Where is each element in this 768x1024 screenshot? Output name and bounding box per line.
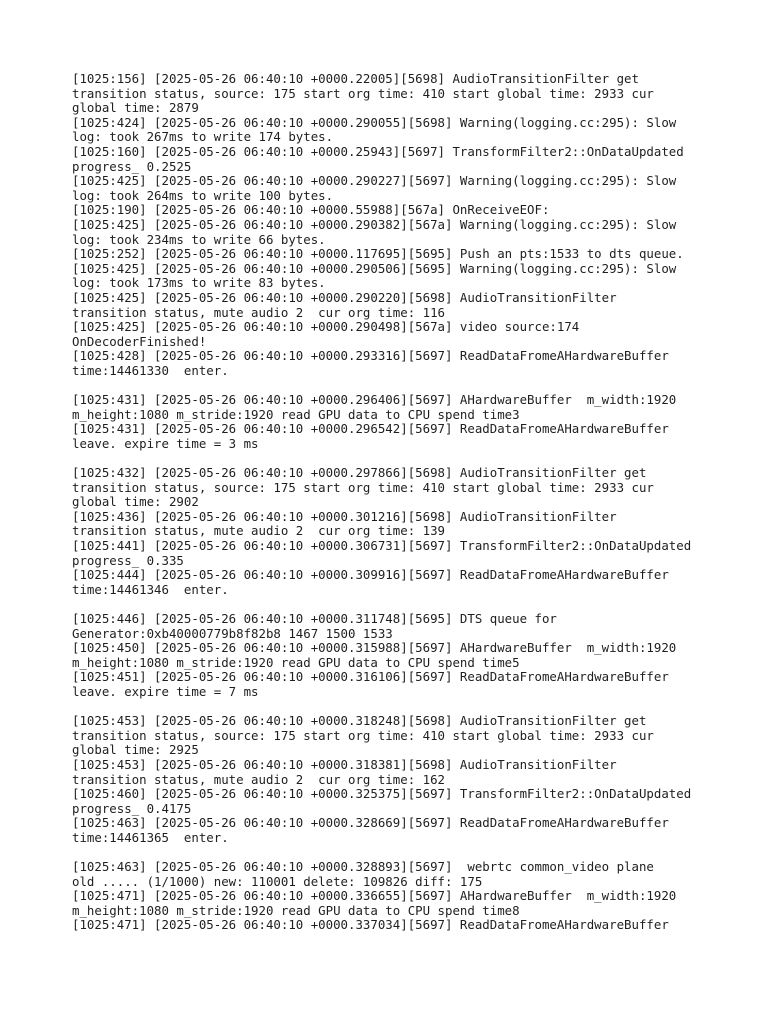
log-line: time:14461365 enter. — [72, 829, 229, 845]
log-line: [1025:450] [2025-05-26 06:40:10 +0000.315988][5697] AHardwareBuffer m_width:1920 — [72, 640, 677, 656]
log-line: [1025:453] [2025-05-26 06:40:10 +0000.318381][5698] AudioTransitionFilter — [72, 756, 617, 772]
log-line: transition status, source: 175 start org time: 410 start global time: 2933 cur — [72, 727, 654, 743]
log-document — [72, 72, 712, 933]
log-line: [1025:436] [2025-05-26 06:40:10 +0000.301216][5698] AudioTransitionFilter — [72, 508, 617, 524]
log-line: [1025:156] [2025-05-26 06:40:10 +0000.22005][5698] AudioTransitionFilter get — [72, 71, 639, 86]
log-line: transition status, mute audio 2 cur org time: 116 — [72, 304, 445, 320]
log-line: time:14461330 enter. — [72, 362, 229, 378]
log-line: [1025:160] [2025-05-26 06:40:10 +0000.25943][5697] TransformFilter2::OnDataUpdated — [72, 143, 684, 159]
log-line: transition status, source: 175 start org time: 410 start global time: 2933 cur — [72, 85, 654, 101]
log-line: progress_ 0.2525 — [72, 158, 192, 174]
log-line: [1025:252] [2025-05-26 06:40:10 +0000.117695][5695] Push an pts:1533 to dts queue. — [72, 246, 684, 262]
log-line: log: took 173ms to write 83 bytes. — [72, 275, 326, 291]
log-line: log: took 267ms to write 174 bytes. — [72, 129, 334, 145]
log-line: old ..... (1/1000) new: 110001 delete: 109826 diff: 175 — [72, 873, 483, 889]
log-line: progress_ 0.335 — [72, 552, 184, 568]
log-line: [1025:425] [2025-05-26 06:40:10 +0000.290220][5698] AudioTransitionFilter — [72, 289, 617, 305]
log-blank-line — [72, 845, 712, 860]
log-line: global time: 2925 — [72, 742, 199, 758]
log-line: [1025:441] [2025-05-26 06:40:10 +0000.306731][5697] TransformFilter2::OnDataUpdated — [72, 538, 692, 553]
log-line: [1025:431] [2025-05-26 06:40:10 +0000.296542][5697] ReadDataFromeAHardwareBuffer — [72, 421, 669, 437]
log-line: [1025:431] [2025-05-26 06:40:10 +0000.296406][5697] AHardwareBuffer m_width:1920 — [72, 392, 677, 408]
log-line: transition status, mute audio 2 cur org time: 139 — [72, 523, 445, 539]
log-line: [1025:428] [2025-05-26 06:40:10 +0000.293316][5697] ReadDataFromeAHardwareBuffer — [72, 348, 669, 364]
log-line: OnDecoderFinished! — [72, 333, 207, 349]
log-line: [1025:425] [2025-05-26 06:40:10 +0000.290382][567a] Warning(logging.cc:295): Slow — [72, 216, 677, 232]
log-line: [1025:460] [2025-05-26 06:40:10 +0000.325375][5697] TransformFilter2::OnDataUpdated — [72, 786, 692, 802]
log-line: [1025:425] [2025-05-26 06:40:10 +0000.290498][567a] video source:174 — [72, 319, 580, 335]
log-line: time:14461346 enter. — [72, 581, 229, 597]
log-line: [1025:471] [2025-05-26 06:40:10 +0000.336655][5697] AHardwareBuffer m_width:1920 — [72, 888, 677, 904]
log-blank-line — [72, 378, 712, 393]
log-line: [1025:446] [2025-05-26 06:40:10 +0000.311748][5695] DTS queue for — [72, 610, 557, 626]
log-line: transition status, source: 175 start org time: 410 start global time: 2933 cur — [72, 479, 654, 495]
log-line: progress_ 0.4175 — [72, 800, 192, 816]
log-line: [1025:424] [2025-05-26 06:40:10 +0000.290055][5698] Warning(logging.cc:295): Slow — [72, 114, 677, 130]
log-line: [1025:453] [2025-05-26 06:40:10 +0000.318248][5698] AudioTransitionFilter get — [72, 713, 647, 729]
log-blank-line — [72, 597, 712, 612]
log-line: global time: 2902 — [72, 494, 199, 510]
log-line: transition status, mute audio 2 cur org time: 162 — [72, 771, 445, 787]
log-blank-line — [72, 700, 712, 715]
log-line: [1025:451] [2025-05-26 06:40:10 +0000.316106][5697] ReadDataFromeAHardwareBuffer — [72, 669, 669, 685]
log-line: [1025:190] [2025-05-26 06:40:10 +0000.55988][567a] OnReceiveEOF: — [72, 202, 550, 218]
log-line: leave. expire time = 3 ms — [72, 435, 259, 451]
log-line: [1025:471] [2025-05-26 06:40:10 +0000.337034][5697] ReadDataFromeAHardwareBuffer — [72, 917, 669, 933]
log-line: [1025:463] [2025-05-26 06:40:10 +0000.328669][5697] ReadDataFromeAHardwareBuffer — [72, 815, 669, 831]
log-line: [1025:432] [2025-05-26 06:40:10 +0000.297866][5698] AudioTransitionFilter get — [72, 465, 647, 481]
log-blank-line — [72, 451, 712, 466]
log-line: global time: 2879 — [72, 100, 199, 116]
log-line: [1025:425] [2025-05-26 06:40:10 +0000.290227][5697] Warning(logging.cc:295): Slow — [72, 173, 677, 189]
log-line: m_height:1080 m_stride:1920 read GPU data to CPU spend time5 — [72, 654, 520, 670]
log-line: log: took 264ms to write 100 bytes. — [72, 187, 334, 203]
log-line: m_height:1080 m_stride:1920 read GPU data to CPU spend time8 — [72, 902, 520, 918]
log-line: m_height:1080 m_stride:1920 read GPU data to CPU spend time3 — [72, 406, 520, 422]
log-line: Generator:0xb40000779b8f82b8 1467 1500 1533 — [72, 625, 393, 641]
log-line: [1025:463] [2025-05-26 06:40:10 +0000.328893][5697] webrtc common_video plane — [72, 859, 654, 875]
log-line: leave. expire time = 7 ms — [72, 683, 259, 699]
log-line: log: took 234ms to write 66 bytes. — [72, 231, 326, 247]
log-line: [1025:444] [2025-05-26 06:40:10 +0000.309916][5697] ReadDataFromeAHardwareBuffer — [72, 567, 669, 583]
log-line: [1025:425] [2025-05-26 06:40:10 +0000.290506][5695] Warning(logging.cc:295): Slow — [72, 260, 677, 276]
